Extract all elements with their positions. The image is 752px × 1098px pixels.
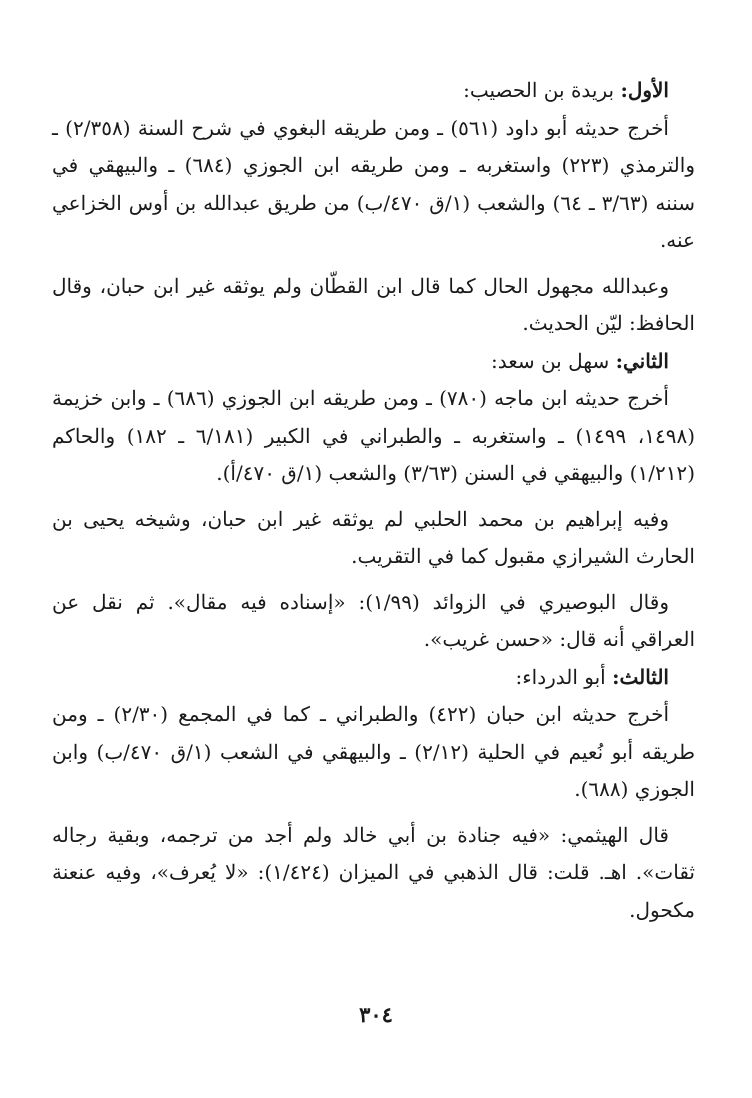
section-heading-line: [52, 343, 695, 381]
paragraph: وعبدالله مجهول الحال كما قال ابن القطّان ولم يوثقه غير ابن حبان، وقال الحافظ: ليّن الحديث.: [52, 273, 695, 335]
paragraph: أخرج حديثه أبو داود (٥٦١) ـ ومن طريقه البغوي في شرح السنة (٢/٣٥٨) ـ والترمذي (٢٢٣) واستغربه ـ ومن طريقه ابن الجوزي (٦٨٤) ـ والبيهقي في سننه (٣/٦٣ ـ ٦٤) والشعب (١/ق ٤٧٠/ب) من طريق عبدالله بن أوس الخزاعي عنه.: [52, 115, 695, 252]
section-subject: بريدة بن الحصيب:: [463, 78, 621, 102]
paragraph: قال الهيثمي: «فيه جنادة بن أبي خالد ولم أجد من ترجمه، وبقية رجاله ثقات». اهـ. قلت: قال الذهبي في الميزان (١/٤٢٤): «لا يُعرف»، وفيه عنعنة مكحول.: [52, 822, 695, 922]
paragraph: أخرج حديثه ابن ماجه (٧٨٠) ـ ومن طريقه ابن الجوزي (٦٨٦) ـ وابن خزيمة (١٤٩٨، ١٤٩٩) ـ واستغربه ـ والطبراني في الكبير (٦/١٨١ ـ ١٨٢) والحاكم (١/٢١٢) والبيهقي في السنن (٣/٦٣) والشعب (١/ق ٤٧٠/أ).: [52, 386, 696, 485]
section-third: [52, 659, 695, 930]
page-number: ٣٠٤: [359, 1002, 393, 1027]
section-heading: الثالث:: [612, 664, 669, 689]
section-subject: أبو الدرداء:: [515, 664, 613, 689]
page-body: [52, 72, 695, 929]
section-heading: الأول:: [620, 78, 669, 102]
section-heading-line: [52, 659, 695, 697]
section-second: [52, 343, 695, 659]
section-subject: سهل بن سعد:: [490, 348, 616, 373]
section-first: [52, 72, 695, 343]
paragraph: أخرج حديثه ابن حبان (٤٢٢) والطبراني ـ كما في المجمع (٢/٣٠) ـ ومن طريقه أبو نُعيم في الحلية (٢/١٢) ـ والبيهقي في الشعب (١/ق ٤٧٠/ب) وابن الجوزي (٦٨٨).: [52, 702, 695, 801]
section-heading-line: [52, 72, 695, 110]
paragraph: وقال البوصيري في الزوائد (١/٩٩): «إسناده فيه مقال». ثم نقل عن العراقي أنه قال: «حسن غريب».: [52, 589, 695, 651]
paragraph: وفيه إبراهيم بن محمد الحلبي لم يوثقه غير ابن حبان، وشيخه يحيى بن الحارث الشيرازي مقبول كما في التقريب.: [52, 506, 695, 568]
section-heading: الثاني:: [615, 348, 669, 373]
